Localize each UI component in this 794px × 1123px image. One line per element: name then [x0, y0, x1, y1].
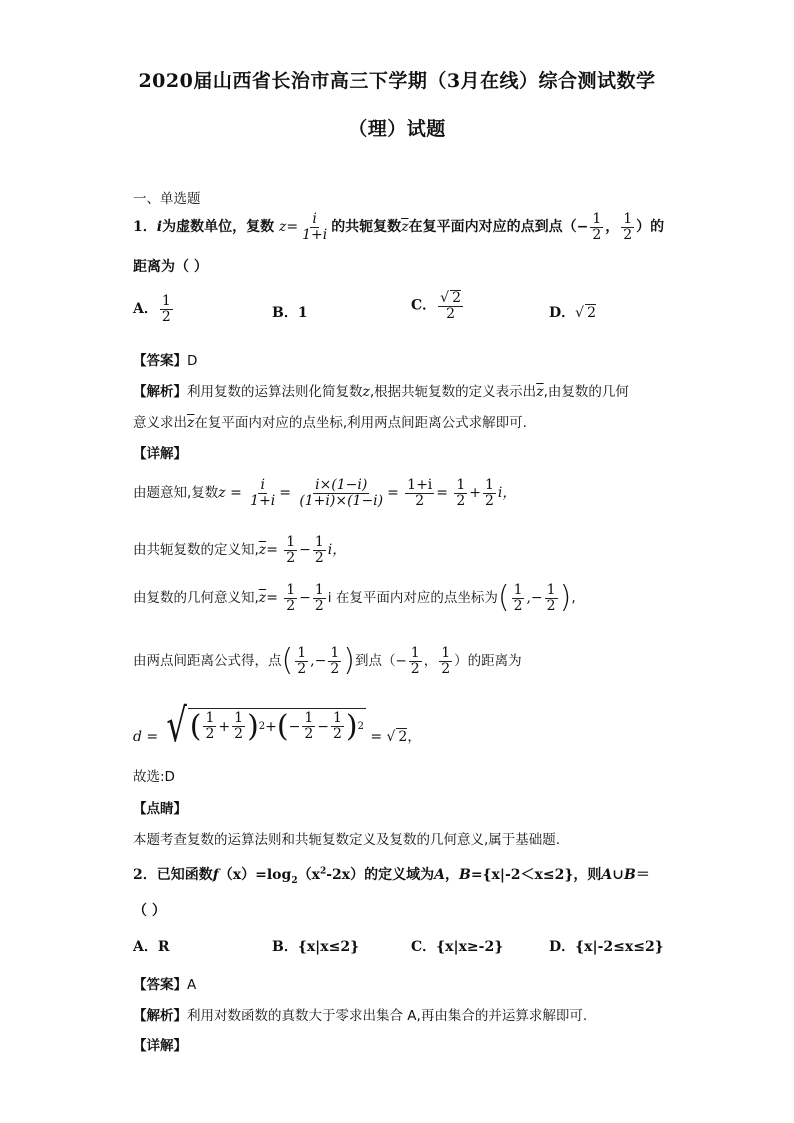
page-title-line2: （理）试题 [348, 118, 446, 140]
q1-analysis-line1: 【解析】利用复数的运算法则化简复数z,根据共轭复数的定义表示出$\overline{z}$,由复数的几何 [133, 384, 629, 400]
q2-analysis: 【解析】利用对数函数的真数大于零求出集合 A,再由集合的并运算求解即可. [133, 1008, 588, 1024]
q1-pick: 故选:D [133, 769, 175, 785]
q1-stem-line1: 1．i为虚数单位，复数 z= $\frac{i}{1+i}$ 的共轭复数$\overline{z}$在复平面内对应的点到点（− $\frac{1}{2}$ ， $\frac{1}{2}$ ）的 [133, 211, 665, 243]
q1-stem-line2: 距离为（ ） [133, 259, 208, 275]
q2-answer: 【答案】A [133, 977, 197, 993]
q2-stem-line1: 2．已知函数$f(x)=\log_2(x^2-2x)$的定义域为A，B={x|-2＜x≤2}，则A∪B＝ [133, 866, 650, 886]
q1-step1: 由题意知,复数z = $\frac{i}{1+i}$ = $\frac{i\times(1-i)}{(1+i)\times(1-i)}$ = $\frac{1+i}{2}$ = $\frac{1}{2}$ + $\frac{1}{2}$ i， [133, 477, 517, 509]
q1-option-a: A． $\frac{1}{2}$ [133, 293, 171, 325]
q1-option-c: C． $\frac{√ 2}{2}$ [411, 290, 461, 322]
q1-detail-label: 【详解】 [133, 446, 187, 462]
q2-option-a: A．R [133, 939, 170, 955]
page-title-line1: 2020届山西省长治市高三下学期（3月在线）综合测试数学 [138, 70, 656, 92]
q1-option-b: B．1 [272, 305, 308, 321]
q1-analysis-line2: 意义求出$\overline{z}$在复平面内对应的点坐标,利用两点间距离公式求解即可. [133, 415, 527, 431]
q1-review: 本题考查复数的运算法则和共轭复数定义及复数的几何意义,属于基础题. [133, 832, 561, 848]
q1-option-d: D．√ 2 [549, 305, 596, 321]
section-heading: 一、单选题 [133, 191, 201, 207]
q1-step2: 由共轭复数的定义知$,\overline{z}=$ $\frac{1}{2}$ − $\frac{1}{2}$ i， [133, 534, 347, 566]
q1-number: 1． [133, 219, 157, 236]
q2-stem-line2: （ ） [133, 903, 166, 919]
q1-step3: 由复数的几何意义知$,\overline{z}=$ $\frac{1}{2}$ − $\frac{1}{2}$ i 在复平面内对应的点坐标为( $\frac{1}{2}$ ,− $\frac{1}{2}$ ), [133, 580, 576, 616]
q1-review-label: 【点睛】 [133, 801, 187, 817]
q1-step5-distance: d = √ ( $\frac{1}{2}$ + $\frac{1}{2}$ ) 2 + ( − $\frac{1}{2}$ − $\frac{1}{2}$ ) 2 = √ 2， [133, 698, 421, 752]
q1-step4: 由两点间距离公式得，点( $\frac{1}{2}$ ,− $\frac{1}{2}$ )到点（− $\frac{1}{2}$ ， $\frac{1}{2}$ ）的距离为 [133, 643, 522, 679]
q2-option-b: B．{x|x≤2} [272, 939, 360, 955]
q2-option-c: C．{x|x≥-2} [411, 939, 504, 955]
q1-fraction: $\frac{i}{1+i}$ [302, 211, 328, 243]
q2-detail-label: 【详解】 [133, 1038, 187, 1054]
q2-option-d: D．{x|-2≤x≤2} [549, 939, 664, 955]
q1-answer: 【答案】D [133, 353, 198, 369]
